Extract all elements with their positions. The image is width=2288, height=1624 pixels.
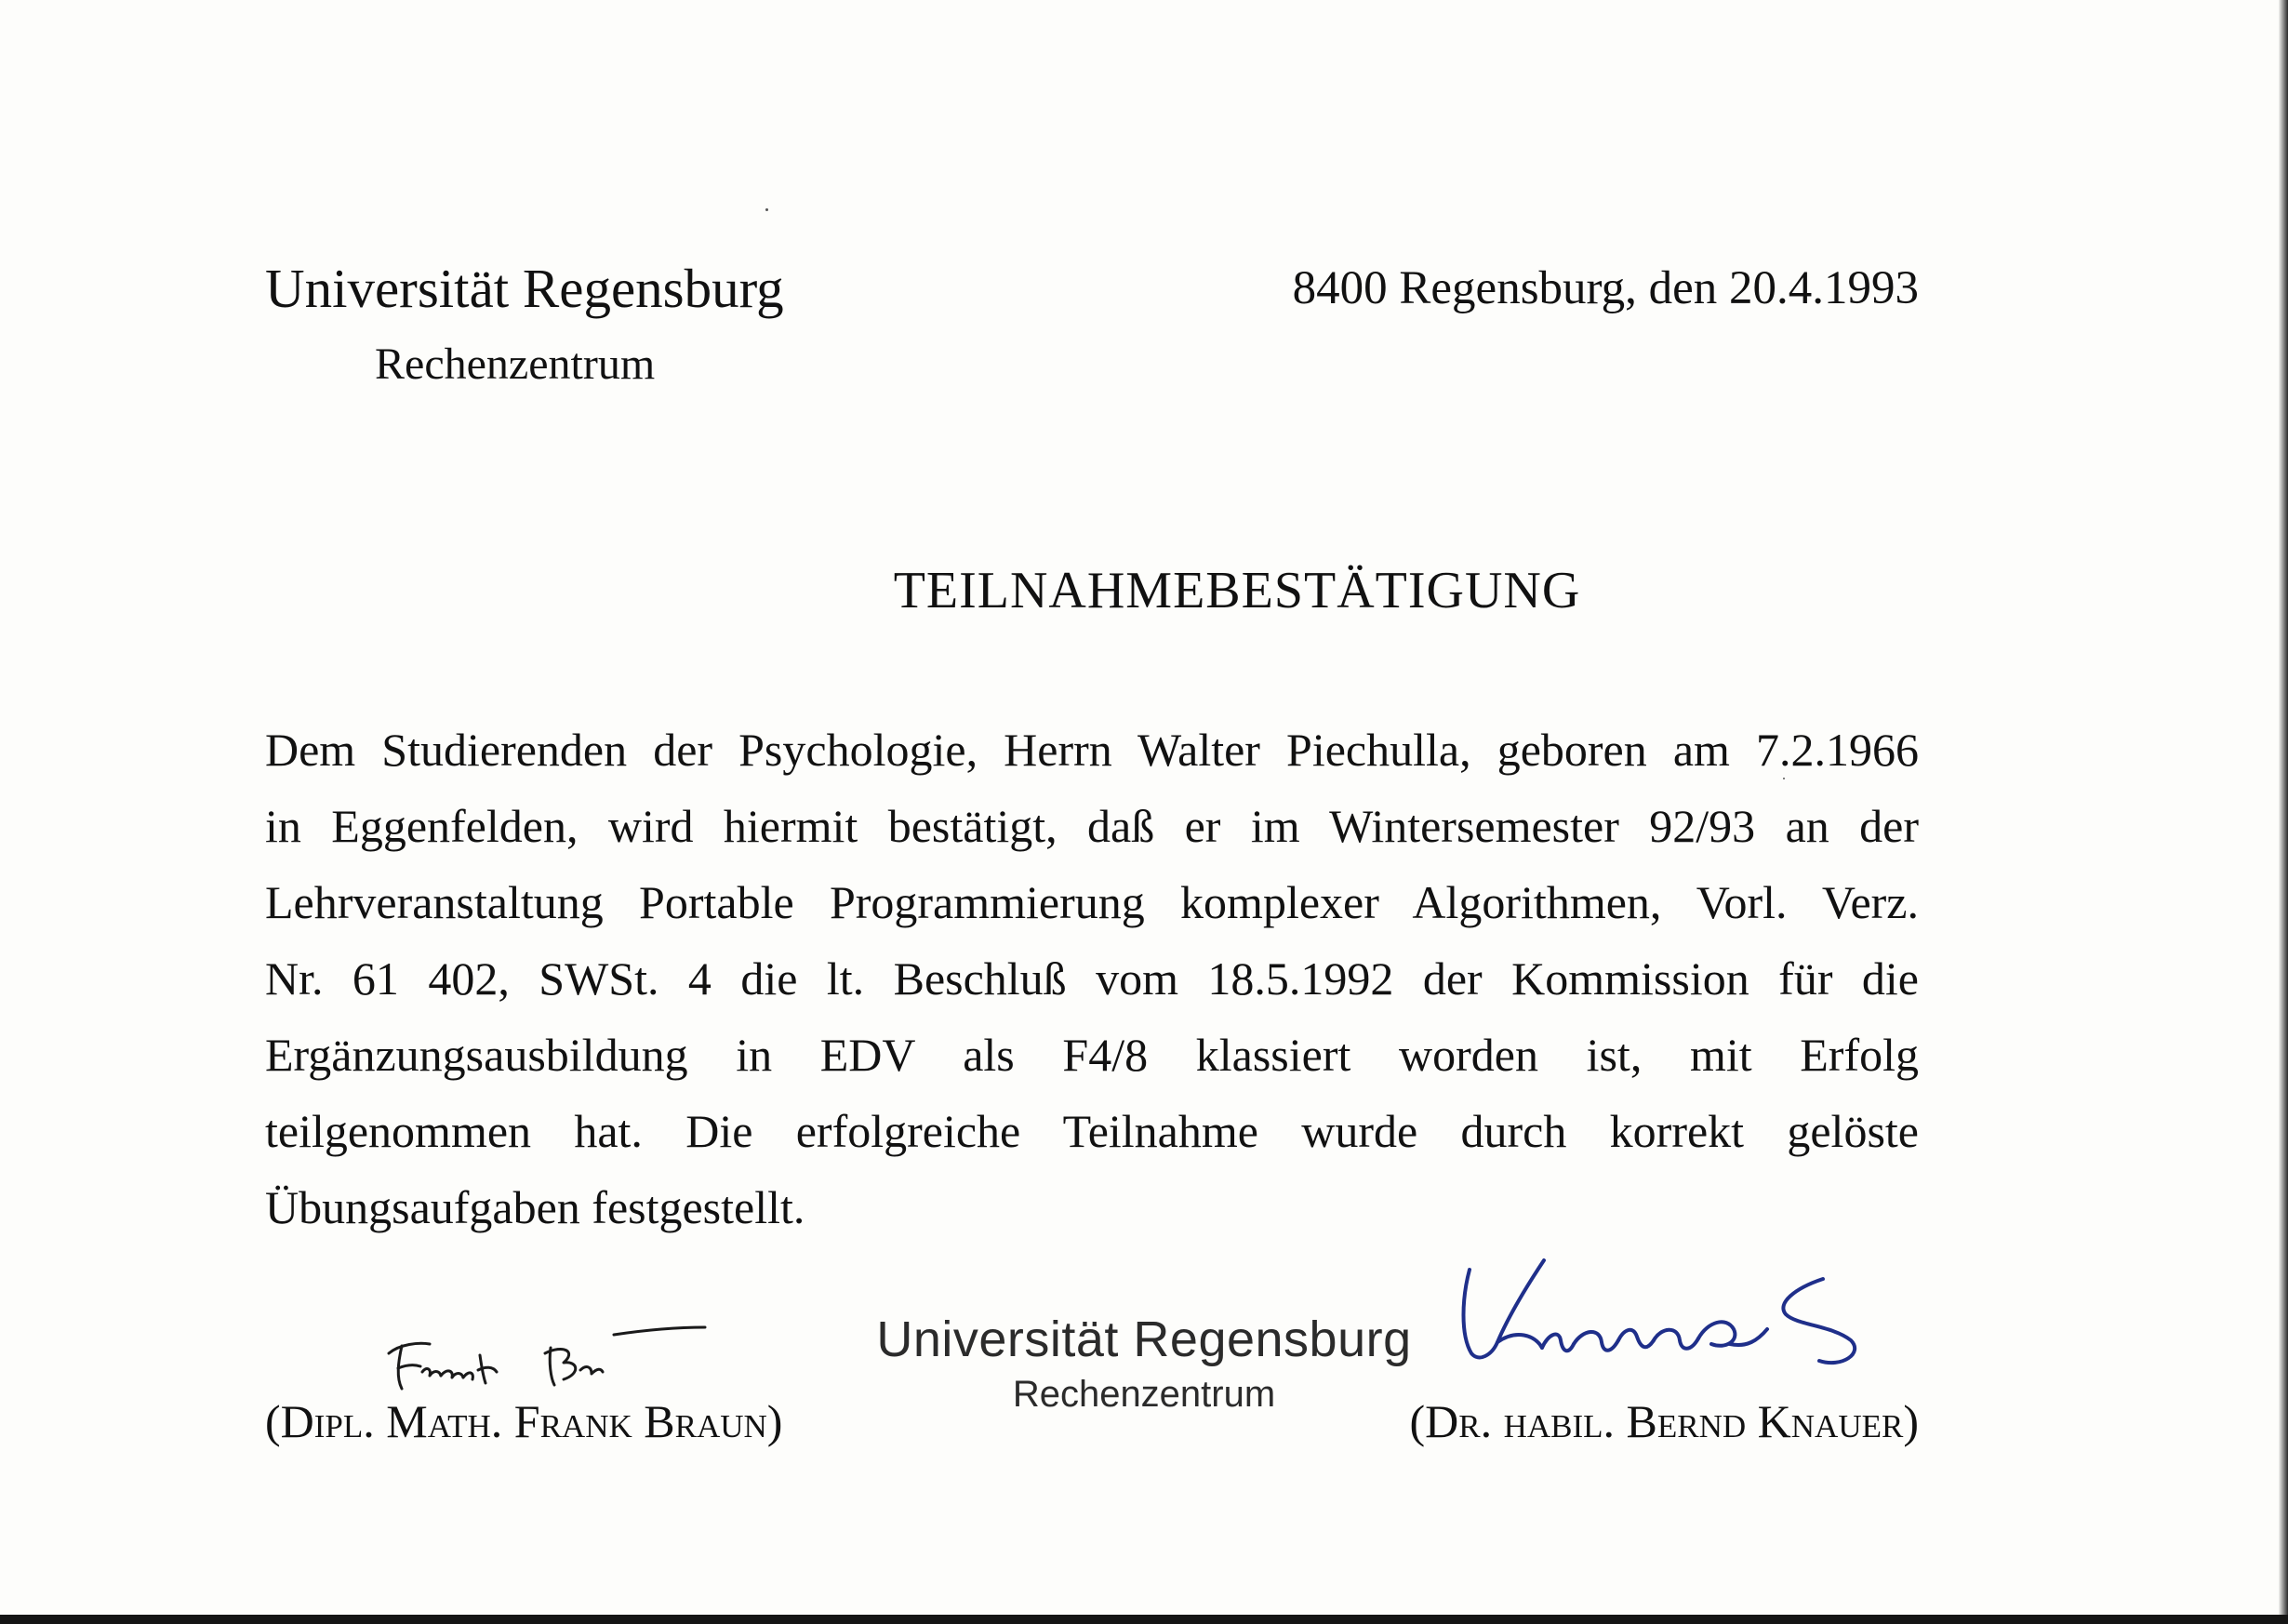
- body-line: Dem Studierenden der Psychologie, Herrn Walter Piechulla, geboren am 7.2.1966: [265, 724, 1919, 776]
- certificate-body: [265, 712, 1919, 1245]
- body-line: Nr. 61 402, SWSt. 4 die lt. Beschluß vom 18.5.1992 der Kommission für die: [265, 952, 1919, 1005]
- university-stamp: [865, 1310, 1423, 1418]
- scan-edge-bottom: [0, 1615, 2288, 1624]
- document-title-row: [0, 558, 2288, 623]
- body-line: teilgenommen hat. Die erfolgreiche Teilnahme wurde durch korrekt gelöste: [265, 1105, 1919, 1157]
- stamp-department: Rechenzentrum: [1012, 1374, 1276, 1415]
- body-line: in Eggenfelden, wird hiermit bestätigt, daß er im Wintersemester 92/93 an der: [265, 800, 1919, 852]
- signer-right-name: [1410, 1392, 1919, 1450]
- signer-right-text: (Dr. habil. Bernd Knauer): [1409, 1395, 1919, 1447]
- scan-edge-right: [2279, 0, 2288, 1624]
- document-title: TEILNAHMEBESTÄTIGUNG: [893, 562, 1581, 619]
- signer-left-text: (Dipl. Math. Frank Braun): [265, 1395, 783, 1447]
- stamp-institution: Universität Regensburg: [876, 1311, 1412, 1367]
- institution-name: Universität Regensburg: [265, 258, 784, 319]
- scan-speck: [765, 208, 768, 211]
- body-line: Übungsaufgaben festgestellt.: [265, 1181, 805, 1233]
- body-line: Ergänzungsausbildung in EDV als F4/8 klassiert worden ist, mit Erfolg: [265, 1029, 1919, 1081]
- signer-left-name: [265, 1392, 782, 1450]
- department-name: Rechenzentrum: [375, 339, 656, 389]
- signature-knauer: [1451, 1251, 1888, 1391]
- place-and-date: 8400 Regensburg, den 20.4.1993: [1292, 262, 1919, 314]
- body-line: Lehrveranstaltung Portable Programmierung komplexer Algorithmen, Vorl. Verz.: [265, 876, 1919, 928]
